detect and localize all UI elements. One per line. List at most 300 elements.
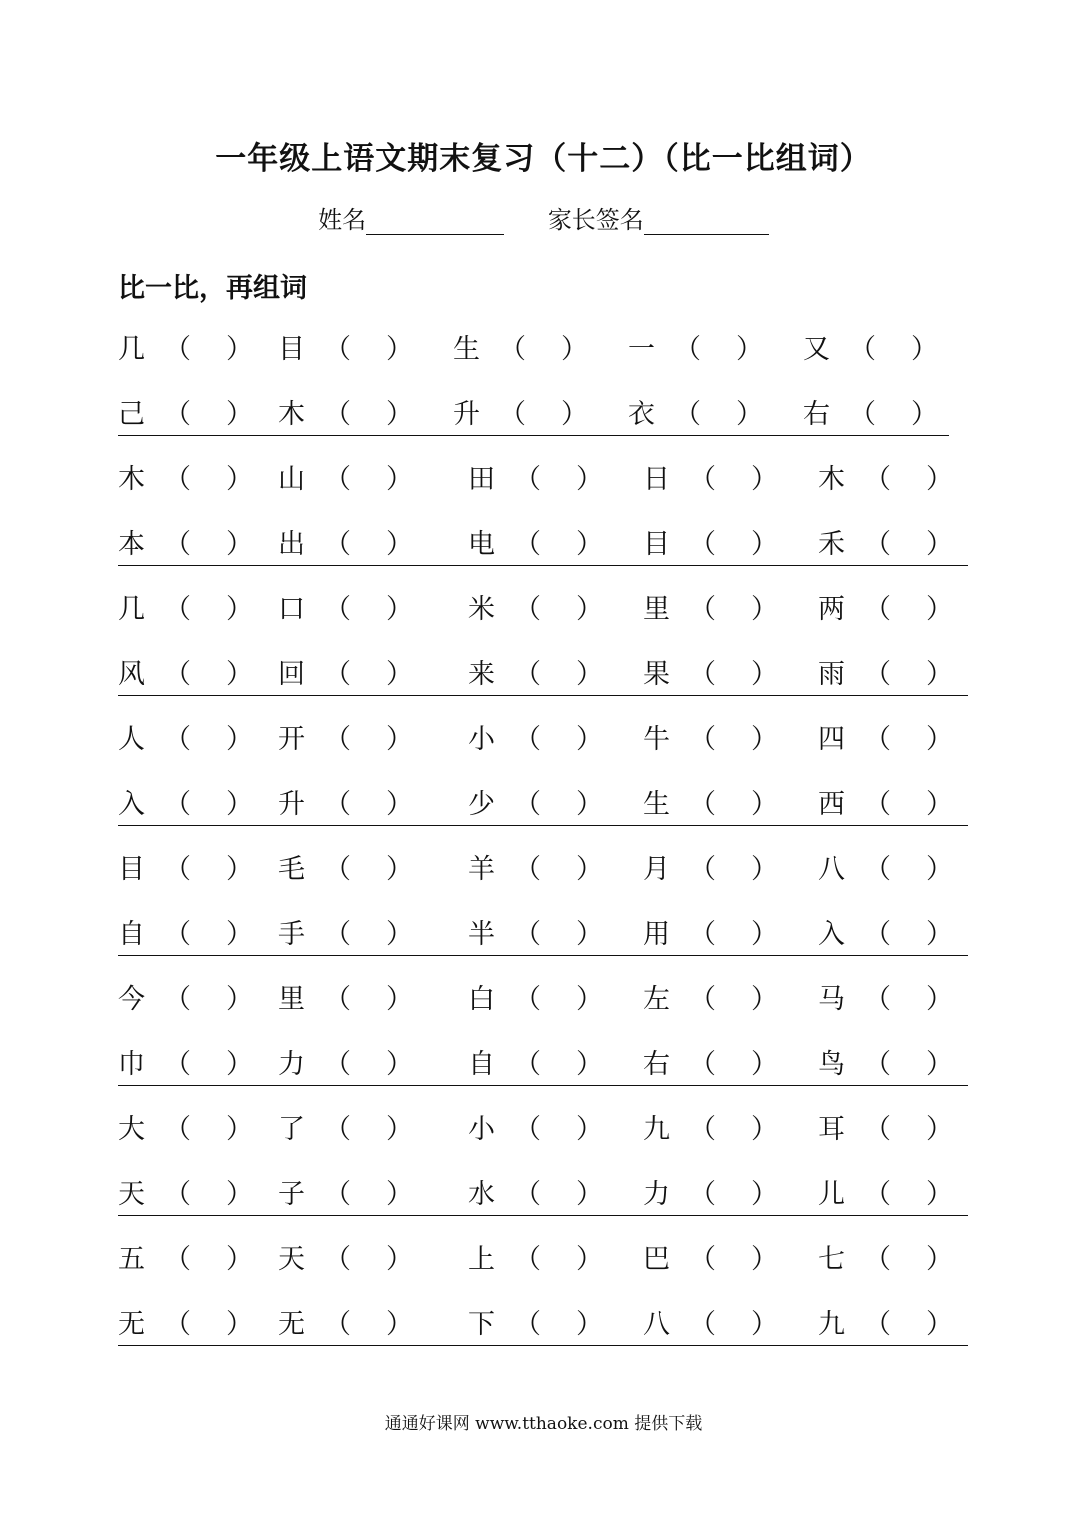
word-cell[interactable] [468,850,603,890]
close-paren: ） [386,789,413,820]
word-cell[interactable] [643,1045,778,1085]
close-paren: ） [926,919,953,950]
character: 几 [118,594,145,625]
character: 七 [818,1244,845,1275]
word-cell[interactable] [803,330,938,370]
character: 雨 [818,659,845,690]
parent-signature-label: 家长签名 [547,206,644,234]
exercise-row [0,980,1087,1020]
close-paren: ） [751,1244,778,1275]
close-paren: ） [751,724,778,755]
word-cell[interactable] [118,1045,253,1085]
close-paren: ） [751,984,778,1015]
word-cell[interactable] [643,1110,778,1150]
close-paren: ） [576,1049,603,1080]
row-underline [118,565,968,566]
word-cell[interactable] [278,1305,413,1345]
word-cell[interactable] [118,1305,253,1345]
open-paren: （ [864,1179,891,1210]
word-cell[interactable] [278,525,413,565]
word-cell[interactable] [818,915,953,955]
word-cell[interactable] [278,1110,413,1150]
character: 里 [278,984,305,1015]
close-paren: ） [386,1309,413,1340]
word-cell[interactable] [278,395,413,435]
close-paren: ） [226,789,253,820]
row-underline [118,1085,968,1086]
word-cell[interactable] [118,720,253,760]
open-paren: （ [514,1049,541,1080]
character: 几 [118,334,145,365]
word-cell[interactable] [118,1240,253,1280]
word-cell[interactable] [278,980,413,1020]
exercise-row [0,915,1087,955]
character: 右 [643,1049,670,1080]
character: 少 [468,789,495,820]
character: 目 [278,334,305,365]
character: 又 [803,334,830,365]
character: 开 [278,724,305,755]
word-cell[interactable] [468,1110,603,1150]
character: 山 [278,464,305,495]
open-paren: （ [864,854,891,885]
open-paren: （ [674,334,701,365]
close-paren: ） [926,1244,953,1275]
open-paren: （ [864,1309,891,1340]
word-cell[interactable] [468,1045,603,1085]
close-paren: ） [386,984,413,1015]
parent-signature-field[interactable] [548,200,769,235]
open-paren: （ [864,724,891,755]
character: 牛 [643,724,670,755]
open-paren: （ [689,1049,716,1080]
close-paren: ） [751,594,778,625]
open-paren: （ [689,1244,716,1275]
word-cell[interactable] [278,590,413,630]
word-cell[interactable] [628,330,763,370]
open-paren: （ [164,1114,191,1145]
open-paren: （ [689,1114,716,1145]
exercise-row [0,1175,1087,1215]
close-paren: ） [386,464,413,495]
close-paren: ） [911,399,938,430]
character: 五 [118,1244,145,1275]
character: 入 [818,919,845,950]
close-paren: ） [386,594,413,625]
open-paren: （ [514,919,541,950]
character: 耳 [818,1114,845,1145]
word-cell[interactable] [643,460,778,500]
name-blank[interactable] [366,208,504,235]
character: 里 [643,594,670,625]
open-paren: （ [499,334,526,365]
word-cell[interactable] [468,785,603,825]
word-cell[interactable] [278,1240,413,1280]
close-paren: ） [576,919,603,950]
open-paren: （ [514,464,541,495]
open-paren: （ [164,529,191,560]
close-paren: ） [386,919,413,950]
word-cell[interactable] [278,1045,413,1085]
open-paren: （ [514,594,541,625]
close-paren: ） [576,789,603,820]
open-paren: （ [324,984,351,1015]
open-paren: （ [164,789,191,820]
character: 木 [278,399,305,430]
close-paren: ） [386,854,413,885]
row-underline [118,435,949,436]
open-paren: （ [514,1179,541,1210]
word-cell[interactable] [818,1240,953,1280]
character: 出 [278,529,305,560]
word-cell[interactable] [818,1045,953,1085]
open-paren: （ [164,724,191,755]
row-underline [118,1345,968,1346]
character: 风 [118,659,145,690]
open-paren: （ [864,594,891,625]
exercise-row [0,720,1087,760]
word-cell[interactable] [118,1175,253,1215]
exercise-row [0,460,1087,500]
open-paren: （ [689,984,716,1015]
character: 目 [643,529,670,560]
close-paren: ） [926,789,953,820]
open-paren: （ [324,464,351,495]
name-label: 姓名 [318,206,367,234]
open-paren: （ [164,1179,191,1210]
close-paren: ） [751,1049,778,1080]
word-cell[interactable] [278,655,413,695]
character: 禾 [818,529,845,560]
word-cell[interactable] [818,720,953,760]
close-paren: ） [226,1049,253,1080]
close-paren: ） [751,529,778,560]
word-cell[interactable] [118,850,253,890]
character: 一 [628,334,655,365]
close-paren: ） [386,659,413,690]
close-paren: ） [751,1179,778,1210]
character: 果 [643,659,670,690]
open-paren: （ [514,984,541,1015]
close-paren: ） [226,659,253,690]
close-paren: ） [226,334,253,365]
close-paren: ） [226,1309,253,1340]
close-paren: ） [926,1049,953,1080]
open-paren: （ [514,1114,541,1145]
character: 米 [468,594,495,625]
word-cell[interactable] [468,1305,603,1345]
word-cell[interactable] [278,1175,413,1215]
word-cell[interactable] [818,590,953,630]
open-paren: （ [499,399,526,430]
exercise-row [0,395,1087,435]
word-cell[interactable] [468,590,603,630]
word-cell[interactable] [643,655,778,695]
character: 马 [818,984,845,1015]
word-cell[interactable] [468,720,603,760]
open-paren: （ [689,659,716,690]
close-paren: ） [226,724,253,755]
open-paren: （ [689,1309,716,1340]
name-signature-line [0,200,1087,235]
close-paren: ） [576,854,603,885]
close-paren: ） [576,529,603,560]
exercise-row [0,1240,1087,1280]
word-cell[interactable] [643,785,778,825]
student-name-field[interactable] [318,200,504,235]
close-paren: ） [226,399,253,430]
word-cell[interactable] [643,720,778,760]
open-paren: （ [864,659,891,690]
open-paren: （ [689,919,716,950]
word-cell[interactable] [453,395,588,435]
close-paren: ） [226,464,253,495]
word-cell[interactable] [118,1110,253,1150]
character: 目 [118,854,145,885]
character: 生 [453,334,480,365]
open-paren: （ [514,724,541,755]
open-paren: （ [674,399,701,430]
character: 水 [468,1179,495,1210]
close-paren: ） [561,334,588,365]
word-cell[interactable] [118,980,253,1020]
word-cell[interactable] [278,330,413,370]
close-paren: ） [386,1179,413,1210]
open-paren: （ [324,789,351,820]
exercise-row [0,1305,1087,1345]
word-cell[interactable] [818,980,953,1020]
word-cell[interactable] [278,915,413,955]
word-cell[interactable] [643,1305,778,1345]
character: 来 [468,659,495,690]
exercise-row [0,1045,1087,1085]
close-paren: ） [226,1244,253,1275]
exercise-row [0,850,1087,890]
close-paren: ） [226,854,253,885]
word-cell[interactable] [118,655,253,695]
close-paren: ） [751,1114,778,1145]
word-cell[interactable] [643,525,778,565]
open-paren: （ [689,789,716,820]
word-cell[interactable] [118,915,253,955]
word-cell[interactable] [468,980,603,1020]
character: 小 [468,1114,495,1145]
word-cell[interactable] [278,785,413,825]
close-paren: ） [226,594,253,625]
character: 月 [643,854,670,885]
character: 回 [278,659,305,690]
character: 九 [818,1309,845,1340]
character: 大 [118,1114,145,1145]
word-cell[interactable] [818,655,953,695]
character: 天 [118,1179,145,1210]
open-paren: （ [164,399,191,430]
word-cell[interactable] [118,330,253,370]
close-paren: ） [386,724,413,755]
word-cell[interactable] [818,1110,953,1150]
word-cell[interactable] [118,395,253,435]
footer-source: 通通好课网 www.tthaoke.com 提供下载 [384,1414,703,1434]
character: 用 [643,919,670,950]
character: 西 [818,789,845,820]
character: 巾 [118,1049,145,1080]
open-paren: （ [164,1244,191,1275]
close-paren: ） [926,1114,953,1145]
page-title: 一年级上语文期末复习（十二）（比一比组词） [215,141,872,177]
close-paren: ） [736,399,763,430]
open-paren: （ [864,464,891,495]
character: 衣 [628,399,655,430]
close-paren: ） [576,464,603,495]
word-cell[interactable] [803,395,938,435]
word-cell[interactable] [278,720,413,760]
open-paren: （ [864,1049,891,1080]
row-underline [118,1215,968,1216]
character: 己 [118,399,145,430]
word-cell[interactable] [118,785,253,825]
word-cell[interactable] [278,460,413,500]
open-paren: （ [324,1244,351,1275]
character: 生 [643,789,670,820]
character: 本 [118,529,145,560]
character: 田 [468,464,495,495]
character: 力 [643,1179,670,1210]
word-cell[interactable] [118,460,253,500]
open-paren: （ [324,1049,351,1080]
word-cell[interactable] [643,590,778,630]
open-paren: （ [864,1114,891,1145]
close-paren: ） [926,529,953,560]
close-paren: ） [386,399,413,430]
character: 了 [278,1114,305,1145]
close-paren: ） [751,854,778,885]
word-cell[interactable] [818,1305,953,1345]
character: 右 [803,399,830,430]
close-paren: ） [751,659,778,690]
open-paren: （ [324,334,351,365]
exercise-row [0,590,1087,630]
open-paren: （ [324,919,351,950]
exercise-row [0,785,1087,825]
word-cell[interactable] [118,525,253,565]
close-paren: ） [226,529,253,560]
exercise-row [0,655,1087,695]
word-cell[interactable] [818,525,953,565]
open-paren: （ [514,659,541,690]
open-paren: （ [864,789,891,820]
character: 八 [818,854,845,885]
close-paren: ） [561,399,588,430]
word-cell[interactable] [468,1240,603,1280]
open-paren: （ [324,854,351,885]
word-cell[interactable] [818,1175,953,1215]
close-paren: ） [926,464,953,495]
character: 羊 [468,854,495,885]
close-paren: ） [386,1049,413,1080]
character: 小 [468,724,495,755]
open-paren: （ [164,854,191,885]
character: 天 [278,1244,305,1275]
word-cell[interactable] [453,330,588,370]
character: 九 [643,1114,670,1145]
word-cell[interactable] [643,915,778,955]
open-paren: （ [864,984,891,1015]
character: 木 [818,464,845,495]
character: 毛 [278,854,305,885]
row-underline [118,955,968,956]
character: 白 [468,984,495,1015]
close-paren: ） [386,1114,413,1145]
character: 无 [118,1309,145,1340]
open-paren: （ [164,659,191,690]
word-cell[interactable] [643,980,778,1020]
close-paren: ） [576,594,603,625]
character: 上 [468,1244,495,1275]
open-paren: （ [689,1179,716,1210]
parent-signature-blank[interactable] [644,208,769,235]
close-paren: ） [576,1114,603,1145]
word-cell[interactable] [468,525,603,565]
close-paren: ） [926,659,953,690]
close-paren: ） [926,854,953,885]
word-cell[interactable] [278,850,413,890]
character: 两 [818,594,845,625]
close-paren: ） [386,1244,413,1275]
word-cell[interactable] [468,1175,603,1215]
open-paren: （ [324,1309,351,1340]
word-cell[interactable] [468,915,603,955]
word-cell[interactable] [628,395,763,435]
character: 口 [278,594,305,625]
close-paren: ） [576,1179,603,1210]
open-paren: （ [164,984,191,1015]
close-paren: ） [926,594,953,625]
open-paren: （ [689,854,716,885]
close-paren: ） [386,334,413,365]
character: 入 [118,789,145,820]
open-paren: （ [514,529,541,560]
exercise-row [0,330,1087,370]
character: 下 [468,1309,495,1340]
open-paren: （ [689,464,716,495]
word-cell[interactable] [643,850,778,890]
open-paren: （ [164,594,191,625]
character: 鸟 [818,1049,845,1080]
word-cell[interactable] [818,460,953,500]
close-paren: ） [226,1114,253,1145]
character: 巴 [643,1244,670,1275]
open-paren: （ [164,919,191,950]
open-paren: （ [514,789,541,820]
row-underline [118,825,968,826]
open-paren: （ [164,464,191,495]
word-cell[interactable] [118,590,253,630]
character: 无 [278,1309,305,1340]
character: 电 [468,529,495,560]
word-cell[interactable] [643,1175,778,1215]
word-cell[interactable] [468,655,603,695]
word-cell[interactable] [468,460,603,500]
open-paren: （ [849,334,876,365]
open-paren: （ [864,529,891,560]
word-cell[interactable] [818,785,953,825]
close-paren: ） [576,1244,603,1275]
close-paren: ） [751,919,778,950]
character: 自 [118,919,145,950]
word-cell[interactable] [818,850,953,890]
character: 今 [118,984,145,1015]
word-cell[interactable] [643,1240,778,1280]
